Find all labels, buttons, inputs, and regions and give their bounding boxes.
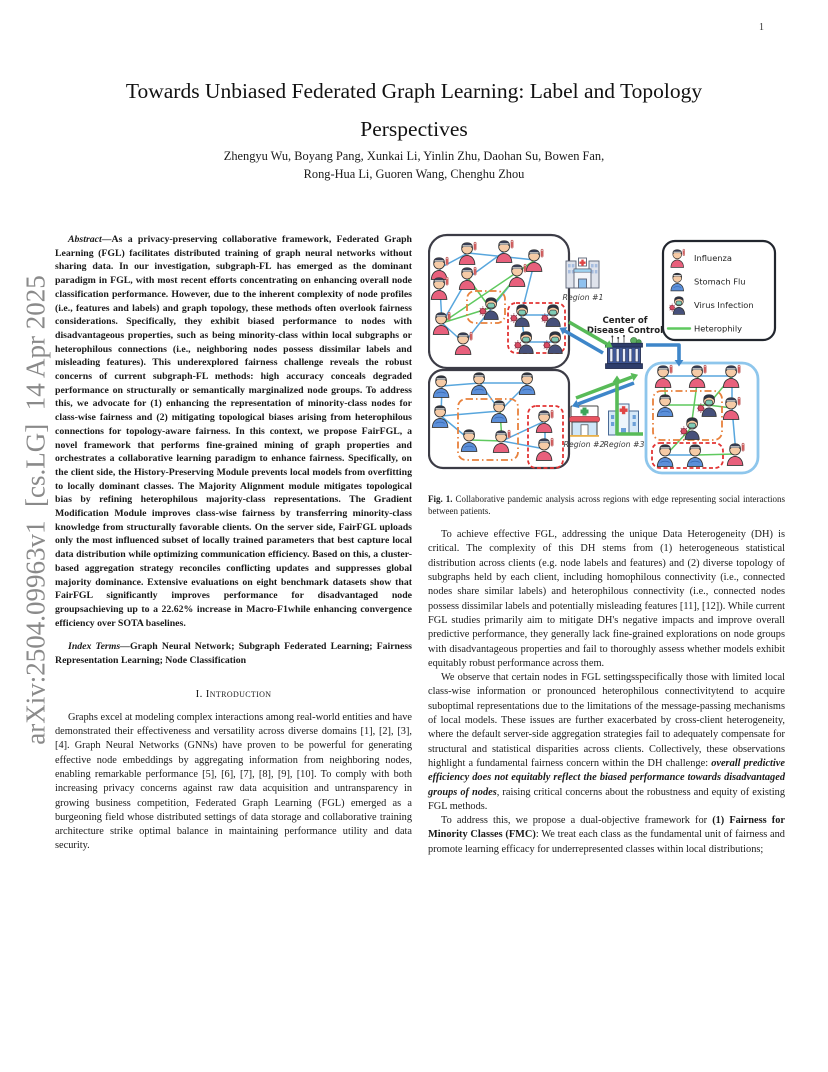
paper-title bbox=[0, 72, 828, 148]
right-column bbox=[428, 230, 785, 857]
figure-1 bbox=[428, 230, 785, 517]
figure-caption-text: Collaborative pandemic analysis across regions with edge representing social interactions between patients. bbox=[428, 494, 786, 516]
figure-text-label: Disease Control bbox=[586, 326, 664, 336]
observation-text-2: , raising critical concerns about the robustness and equity of existing FGL methods. bbox=[428, 786, 785, 812]
figure-text-label: Center of bbox=[602, 316, 648, 326]
figure-text-label: Region #1 bbox=[562, 293, 604, 302]
title-line-1: Towards Unbiased Federated Graph Learning: Label and Topology bbox=[125, 79, 703, 103]
dual-objective-text-2: : We treat each class as the fundamental unit of fairness and promote learning efficacy for underrepresented classes within local distributions; bbox=[428, 829, 785, 855]
clinic-store-icon bbox=[570, 406, 600, 437]
index-terms-text: Graph Neural Network; Subgraph Federated Learning; Fairness Representation Learning; Node Classification bbox=[55, 641, 412, 667]
arxiv-stamp: arXiv:2504.09963v1 [cs.LG] 14 Apr 2025 bbox=[20, 275, 51, 745]
title-line-2: Perspectives bbox=[360, 117, 468, 141]
hospital-towers-icon bbox=[566, 258, 599, 288]
paragraph-observation bbox=[428, 671, 785, 814]
legend-item-label: Virus Infection bbox=[694, 300, 754, 310]
legend-item-label: Heterophily bbox=[694, 323, 743, 334]
hospital-blue-icon bbox=[609, 404, 639, 435]
dual-objective-text-1: To address this, we propose a dual-objective framework for bbox=[441, 815, 713, 827]
section-heading-introduction: I. Introduction bbox=[195, 687, 272, 700]
figure-text-label: Region #3 bbox=[603, 440, 645, 449]
index-terms-paragraph bbox=[55, 640, 412, 667]
figure-caption-label: Fig. 1. bbox=[428, 494, 453, 504]
green-comm-arrowhead bbox=[613, 376, 622, 383]
page-number: 1 bbox=[759, 22, 764, 33]
heterophily-edge bbox=[696, 454, 736, 455]
legend-item-label: Influenza bbox=[694, 253, 732, 263]
legend-item-label: Stomach Flu bbox=[694, 276, 746, 287]
intro-paragraph: Graphs excel at modeling complex interactions among real-world entities and have demonstrated their effectiveness and versatility across diverse domains [1], [2], [3], [4]. Graph Neural Networks (GNNs) have proven to be powerful for generating effective node embeddings by aggregating information from neighboring nodes, enabling remarkable performance [5], [6], [7], [8], [9], [10]. To comply with both increasing privacy concerns against raw data acquisition and untransparency in growing business competition, Federated Graph Learning (FGL) emerged as a burgeoning field whose distributed settings of data storage and collaborative training architecture strike optimal balance in maintaining performance utility and data security. bbox=[55, 711, 412, 852]
figure-caption bbox=[428, 494, 785, 517]
author-line-2: Rong-Hua Li, Guoren Wang, Chenghu Zhou bbox=[303, 166, 525, 181]
blue-comm-arrow bbox=[646, 345, 679, 360]
author-list bbox=[0, 148, 828, 183]
author-line-1: Zhengyu Wu, Boyang Pang, Xunkai Li, Yinlin Zhu, Daohan Su, Bowen Fan, bbox=[223, 149, 605, 163]
emphasized-claim: overall predictive efficiency does not equitably reflect the biased performance towards disadvantaged groups of nodes bbox=[428, 757, 785, 798]
index-terms-label: Index Terms— bbox=[68, 641, 130, 653]
abstract-label: Abstract— bbox=[68, 234, 112, 245]
paragraph-data-heterogeneity: To achieve effective FGL, addressing the unique Data Heterogeneity (DH) is critical. The complexity of this DH stems from (1) heterogeneous statistical distribution across clients (e.g. node labels and features) and (2) diverse topology of subgraphs held by each client, including homophilous connectivity (i.e., connected nodes share similar labels) and heterophilous connectivity (i.e., connected nodes possess dissimilar labels and potentially misleading features [11], [12]). While current FGL studies primarily aim to mitigate DH's negative impacts and improve overall predictive performance, they generally lack fine-grained explorations on node groups with disadvantageous properties and fail to thoroughly assess whether models exhibit equitably robust performance across them. bbox=[428, 529, 785, 669]
cdc-icon bbox=[606, 335, 643, 369]
abstract-text: As a privacy-preserving collaborative framework, Federated Graph Learning (FGL) facilitates distributed training of graph neural networks without sharing data. In our investigation, subgraph-FL has emerged as the dominant paradigm in FGL, with most recent efforts concentrating on enhancing overall node classification performance. However, due to the inherent complexity of node profiles (i.e., features and labels) and graph topology, these methods often overlook fairness considerations. Specifically, they exhibit biased performance to nodes with disadvantageous properties, such as being minority-class within local subgraphs or heterophilous connections (i.e., neighboring nodes possess dissimilar labels and misleading features). This underexplored fairness challenge reveals the robust concerns of current subgraph-FL methods: high accuracy conceals degraded performance on structurally or semantically marginalized node groups. To address this, we advocate for (1) enhancing the representation of minority-class nodes for class-wise fairness and (2) mitigating topological biases arising from heterophilous connections for topology-aware fairness. In this context, we propose FairFGL, a novel framework that performs fine-grained mining of graph properties and orchestrates a collaborative learning paradigm to enhance fairness. Specifically, on the client side, the History-Preserving Module prevents local models from overfitting to locally dominant classes. The Majority Alignment module mitigates topological bias by refining heterophilous majority-class representations. The Gradient Modification Module improves class-wise fairness by transferring minority-class knowledge from structurally favorable clients. On the server side, FairFGL uploads only the most influenced subset of locally trained parameters that best capture local data distribution while optimizing communication efficiency. Based on this, a cluster-based aggregation strategy reconciles conflicting updates and suppresses global majority dominance. Extensive evaluations on eight benchmark datasets show that FairFGL significantly improves performance for disadvantaged node groupsachieving up to a 22.62% increase in Macro-F1while enhancing convergence efficiency over SOTA baselines. bbox=[55, 234, 412, 629]
paragraph-dual-objective bbox=[428, 814, 785, 857]
fmc-bold-label: (1) Fairness for Minority Classes (FMC) bbox=[428, 815, 785, 841]
abstract-paragraph bbox=[55, 233, 412, 630]
figure-text-label: Region #2 bbox=[563, 440, 605, 449]
figure-1-illustration bbox=[428, 230, 785, 482]
observation-text-1: We observe that certain nodes in FGL settingsspecifically those with limited local class-wise information or pronounced heterophilous connectivitytend to acquire suboptimal representations due to the limitations of the message-passing mechanisms of local models. These issues are further exacerbated by cross-client heterogeneity, where the default server-side aggregation strategies fail to adequately compensate for structural and statistical disparities across clients. Collectively, these observations highlight a fundamental fairness concern within the DH challenge: bbox=[428, 672, 785, 769]
left-column bbox=[55, 233, 412, 854]
